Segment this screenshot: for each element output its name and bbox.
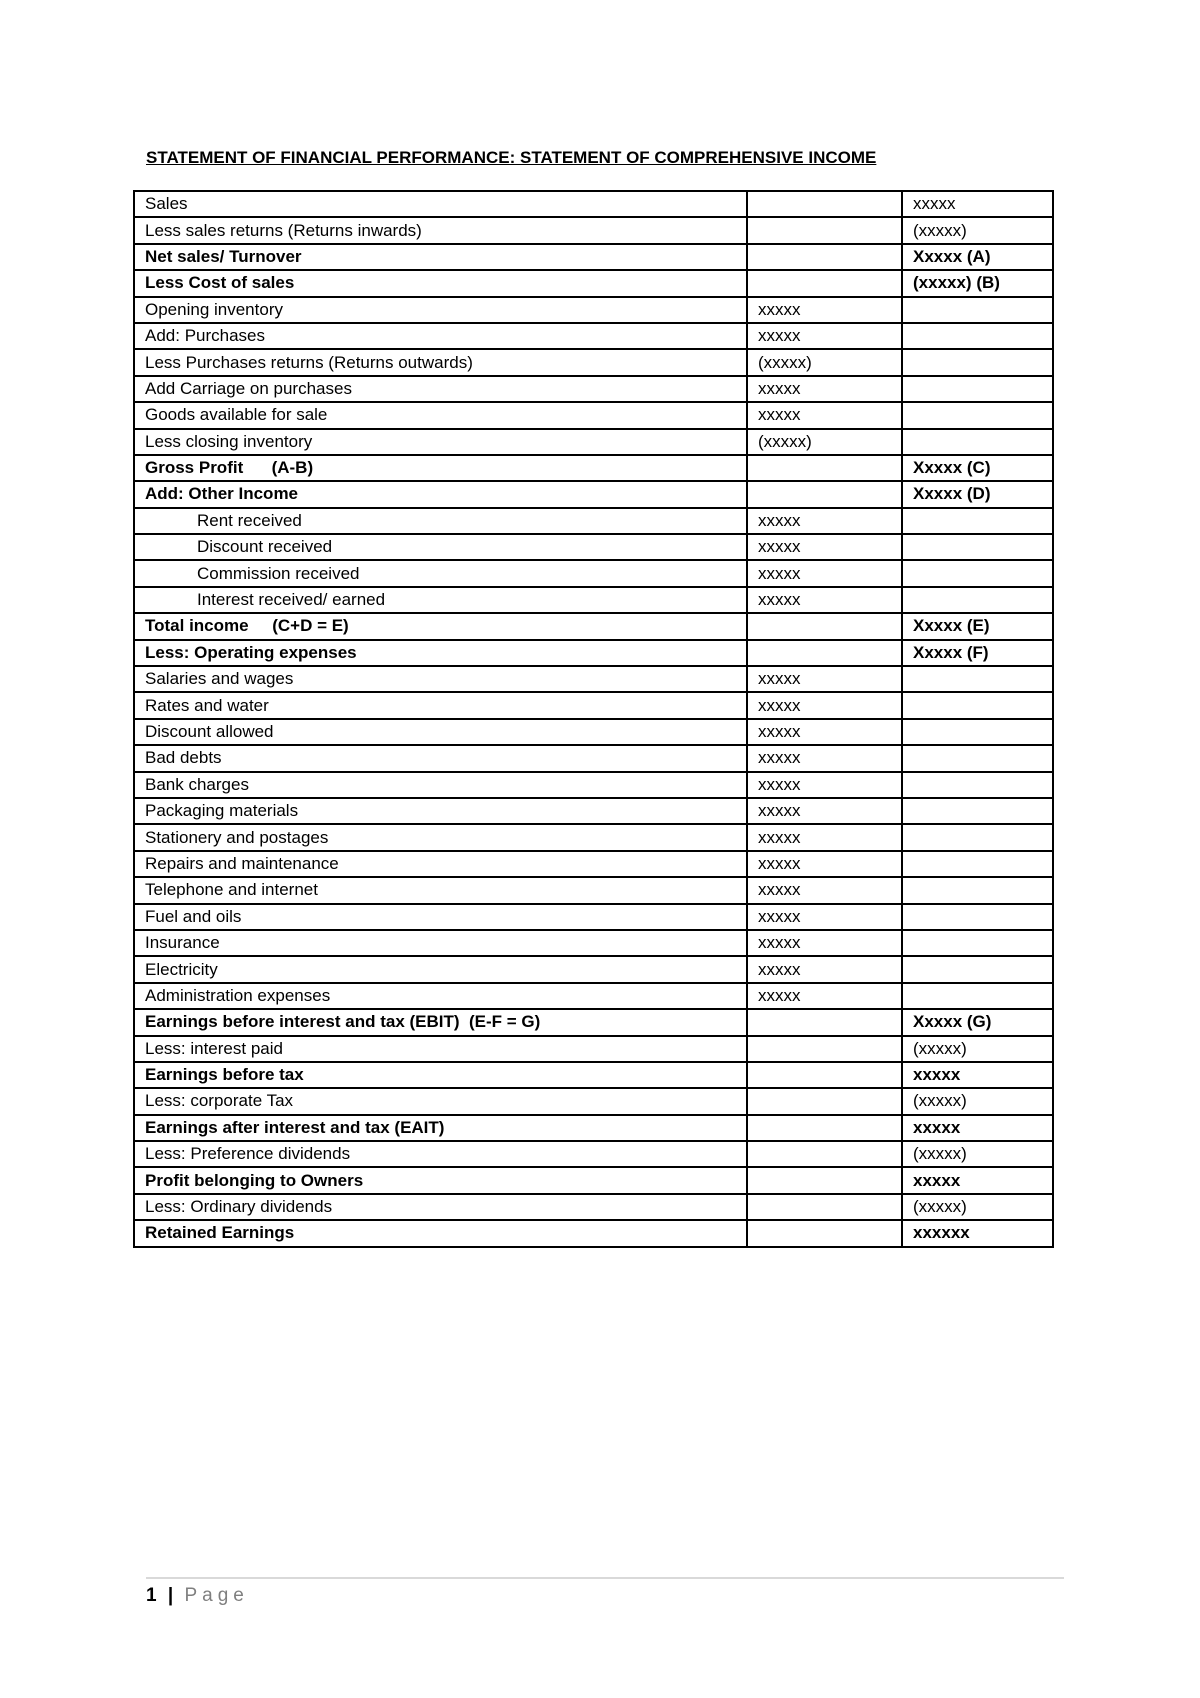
row-label: Electricity <box>134 956 747 982</box>
row-total-amount <box>902 323 1053 349</box>
row-total-amount: xxxxx <box>902 1115 1053 1141</box>
row-total-amount: xxxxx <box>902 191 1053 217</box>
row-label: Telephone and internet <box>134 877 747 903</box>
row-total-amount: (xxxxx) <box>902 1194 1053 1220</box>
table-row <box>134 798 1053 824</box>
table-row <box>134 1141 1053 1167</box>
row-label: Less: Preference dividends <box>134 1141 747 1167</box>
row-subtotal-amount <box>747 481 902 507</box>
row-total-amount <box>902 798 1053 824</box>
row-label: Stationery and postages <box>134 824 747 850</box>
row-label: Discount allowed <box>134 719 747 745</box>
row-total-amount <box>902 376 1053 402</box>
row-total-amount <box>902 930 1053 956</box>
row-total-amount <box>902 534 1053 560</box>
row-total-amount: Xxxxx (E) <box>902 613 1053 639</box>
table-row <box>134 1062 1053 1088</box>
row-total-amount <box>902 904 1053 930</box>
row-subtotal-amount <box>747 1141 902 1167</box>
row-subtotal-amount: xxxxx <box>747 719 902 745</box>
table-row <box>134 640 1053 666</box>
row-subtotal-amount: xxxxx <box>747 534 902 560</box>
row-total-amount <box>902 349 1053 375</box>
row-label: Bank charges <box>134 772 747 798</box>
row-label: Discount received <box>134 534 747 560</box>
row-subtotal-amount <box>747 244 902 270</box>
row-subtotal-amount: xxxxx <box>747 666 902 692</box>
row-total-amount <box>902 719 1053 745</box>
table-row <box>134 692 1053 718</box>
row-subtotal-amount <box>747 613 902 639</box>
table-row <box>134 508 1053 534</box>
row-subtotal-amount <box>747 640 902 666</box>
row-subtotal-amount: xxxxx <box>747 297 902 323</box>
row-total-amount <box>902 297 1053 323</box>
row-total-amount <box>902 745 1053 771</box>
row-subtotal-amount <box>747 1036 902 1062</box>
table-row <box>134 930 1053 956</box>
table-row <box>134 323 1053 349</box>
row-label: Packaging materials <box>134 798 747 824</box>
row-label: Repairs and maintenance <box>134 851 747 877</box>
table-row <box>134 1194 1053 1220</box>
page-number: 1 <box>146 1585 157 1606</box>
row-subtotal-amount <box>747 1167 902 1193</box>
row-label: Profit belonging to Owners <box>134 1167 747 1193</box>
row-total-amount <box>902 508 1053 534</box>
row-label: Earnings before interest and tax (EBIT) (E-F = G) <box>134 1009 747 1035</box>
row-subtotal-amount: xxxxx <box>747 798 902 824</box>
table-row <box>134 376 1053 402</box>
row-label: Salaries and wages <box>134 666 747 692</box>
row-subtotal-amount: xxxxx <box>747 402 902 428</box>
row-label: Insurance <box>134 930 747 956</box>
row-subtotal-amount: xxxxx <box>747 745 902 771</box>
row-label: Less sales returns (Returns inwards) <box>134 217 747 243</box>
table-row <box>134 1220 1053 1246</box>
row-label: Earnings after interest and tax (EAIT) <box>134 1115 747 1141</box>
table-row <box>134 1088 1053 1114</box>
table-row <box>134 402 1053 428</box>
row-label: Bad debts <box>134 745 747 771</box>
table-row <box>134 877 1053 903</box>
row-total-amount: xxxxx <box>902 1062 1053 1088</box>
row-label: Opening inventory <box>134 297 747 323</box>
table-row <box>134 1167 1053 1193</box>
row-subtotal-amount: xxxxx <box>747 956 902 982</box>
table-row <box>134 956 1053 982</box>
row-label: Less closing inventory <box>134 429 747 455</box>
row-total-amount: Xxxxx (C) <box>902 455 1053 481</box>
row-subtotal-amount: xxxxx <box>747 692 902 718</box>
row-total-amount: Xxxxx (G) <box>902 1009 1053 1035</box>
table-row <box>134 666 1053 692</box>
row-subtotal-amount: xxxxx <box>747 904 902 930</box>
table-row <box>134 429 1053 455</box>
table-row <box>134 613 1053 639</box>
row-subtotal-amount: xxxxx <box>747 877 902 903</box>
row-label: Less: Operating expenses <box>134 640 747 666</box>
row-label: Less: interest paid <box>134 1036 747 1062</box>
footer-separator: | <box>167 1585 174 1606</box>
row-total-amount <box>902 402 1053 428</box>
table-row <box>134 851 1053 877</box>
row-label: Interest received/ earned <box>134 587 747 613</box>
row-label: Add: Purchases <box>134 323 747 349</box>
row-label: Total income (C+D = E) <box>134 613 747 639</box>
table-row <box>134 217 1053 243</box>
table-row <box>134 244 1053 270</box>
row-label: Add Carriage on purchases <box>134 376 747 402</box>
row-total-amount: xxxxx <box>902 1167 1053 1193</box>
table-row <box>134 481 1053 507</box>
row-total-amount <box>902 851 1053 877</box>
table-row <box>134 904 1053 930</box>
table-row <box>134 824 1053 850</box>
row-subtotal-amount: (xxxxx) <box>747 349 902 375</box>
table-row <box>134 719 1053 745</box>
table-row <box>134 1009 1053 1035</box>
row-subtotal-amount: xxxxx <box>747 508 902 534</box>
row-total-amount: Xxxxx (D) <box>902 481 1053 507</box>
row-subtotal-amount: xxxxx <box>747 587 902 613</box>
row-total-amount <box>902 692 1053 718</box>
row-subtotal-amount <box>747 1115 902 1141</box>
table-row <box>134 772 1053 798</box>
row-total-amount: (xxxxx) <box>902 1141 1053 1167</box>
row-total-amount <box>902 983 1053 1009</box>
row-label: Rent received <box>134 508 747 534</box>
row-subtotal-amount <box>747 217 902 243</box>
row-label: Earnings before tax <box>134 1062 747 1088</box>
row-subtotal-amount <box>747 1088 902 1114</box>
income-statement-table <box>133 190 1054 1248</box>
table-row <box>134 587 1053 613</box>
table-row <box>134 534 1053 560</box>
row-label: Sales <box>134 191 747 217</box>
table-row <box>134 745 1053 771</box>
table-row <box>134 297 1053 323</box>
row-label: Less Cost of sales <box>134 270 747 296</box>
row-subtotal-amount: xxxxx <box>747 376 902 402</box>
row-total-amount: xxxxxx <box>902 1220 1053 1246</box>
row-total-amount: (xxxxx) <box>902 1036 1053 1062</box>
row-label: Administration expenses <box>134 983 747 1009</box>
table-row <box>134 560 1053 586</box>
row-label: Commission received <box>134 560 747 586</box>
table-row <box>134 349 1053 375</box>
row-subtotal-amount <box>747 455 902 481</box>
table-row <box>134 270 1053 296</box>
row-subtotal-amount <box>747 270 902 296</box>
row-subtotal-amount <box>747 1194 902 1220</box>
row-subtotal-amount: xxxxx <box>747 560 902 586</box>
row-total-amount: Xxxxx (F) <box>902 640 1053 666</box>
page-footer <box>146 1585 249 1607</box>
row-label: Rates and water <box>134 692 747 718</box>
row-subtotal-amount <box>747 191 902 217</box>
row-label: Less: corporate Tax <box>134 1088 747 1114</box>
row-subtotal-amount: (xxxxx) <box>747 429 902 455</box>
row-label: Retained Earnings <box>134 1220 747 1246</box>
table-row <box>134 1036 1053 1062</box>
row-total-amount <box>902 429 1053 455</box>
income-statement-body <box>134 191 1053 1247</box>
page-title: STATEMENT OF FINANCIAL PERFORMANCE: STATEMENT OF COMPREHENSIVE INCOME <box>146 148 877 167</box>
row-subtotal-amount <box>747 1220 902 1246</box>
row-total-amount <box>902 666 1053 692</box>
row-label: Gross Profit (A-B) <box>134 455 747 481</box>
row-label: Less Purchases returns (Returns outwards) <box>134 349 747 375</box>
row-label: Less: Ordinary dividends <box>134 1194 747 1220</box>
row-label: Fuel and oils <box>134 904 747 930</box>
row-subtotal-amount: xxxxx <box>747 323 902 349</box>
row-subtotal-amount: xxxxx <box>747 851 902 877</box>
row-subtotal-amount <box>747 1009 902 1035</box>
row-subtotal-amount: xxxxx <box>747 824 902 850</box>
row-total-amount: (xxxxx) <box>902 217 1053 243</box>
row-total-amount <box>902 956 1053 982</box>
row-total-amount <box>902 587 1053 613</box>
table-row <box>134 455 1053 481</box>
row-subtotal-amount: xxxxx <box>747 772 902 798</box>
row-total-amount: (xxxxx) <box>902 1088 1053 1114</box>
row-total-amount <box>902 772 1053 798</box>
row-total-amount <box>902 877 1053 903</box>
row-total-amount: Xxxxx (A) <box>902 244 1053 270</box>
footer-divider <box>146 1577 1064 1579</box>
row-total-amount <box>902 824 1053 850</box>
row-subtotal-amount <box>747 1062 902 1088</box>
row-label: Goods available for sale <box>134 402 747 428</box>
table-row <box>134 1115 1053 1141</box>
row-subtotal-amount: xxxxx <box>747 983 902 1009</box>
table-row <box>134 983 1053 1009</box>
row-total-amount: (xxxxx) (B) <box>902 270 1053 296</box>
table-row <box>134 191 1053 217</box>
row-subtotal-amount: xxxxx <box>747 930 902 956</box>
page-word: Page <box>184 1585 249 1606</box>
row-label: Add: Other Income <box>134 481 747 507</box>
row-total-amount <box>902 560 1053 586</box>
row-label: Net sales/ Turnover <box>134 244 747 270</box>
